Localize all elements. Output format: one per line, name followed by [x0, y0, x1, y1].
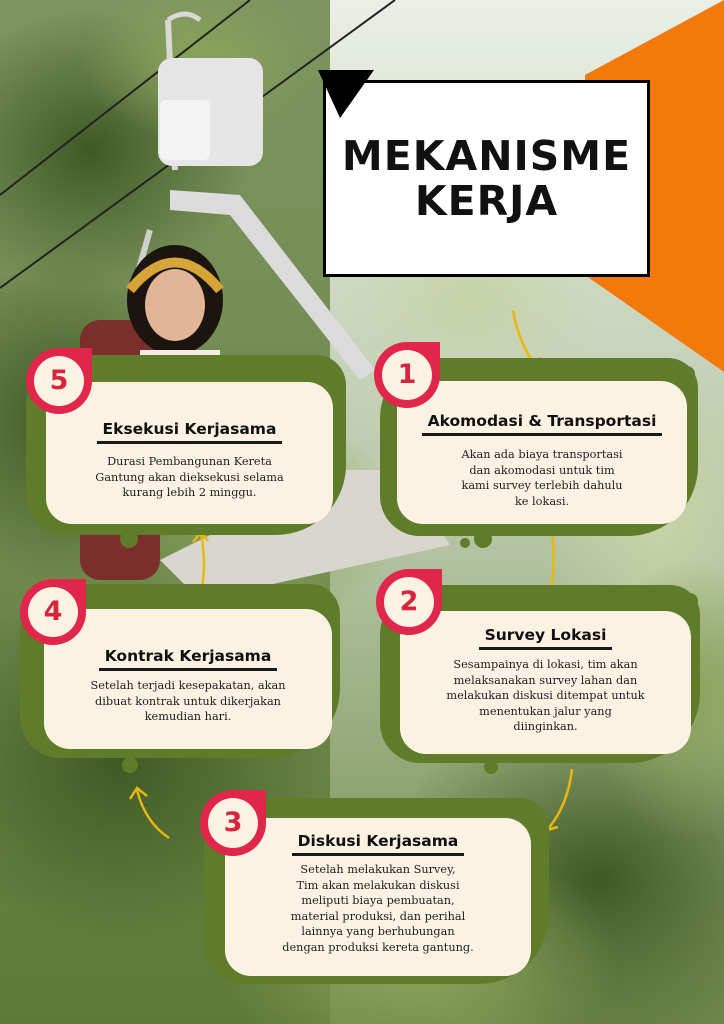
description-line: diinginkan.	[513, 720, 578, 734]
step-title: Eksekusi Kerjasama	[97, 420, 283, 444]
description-line: dibuat kontrak untuk dikerjakan	[95, 694, 281, 708]
description-line: ke lokasi.	[514, 494, 570, 508]
step-badge-4	[18, 577, 88, 647]
description-line: melakukan diskusi ditempat untuk	[446, 689, 645, 703]
description-line: Setelah melakukan Survey,	[300, 863, 456, 876]
step-description	[411, 447, 673, 509]
description-line: dan akomodasi untuk tim	[469, 463, 615, 477]
step-number: 1	[397, 359, 417, 390]
decor-dot	[460, 538, 470, 548]
step-number: 3	[223, 807, 243, 838]
description-line: kurang lebih 2 minggu.	[122, 486, 257, 500]
step-number: 4	[43, 596, 63, 627]
description-line: Durasi Pembangunan Kereta	[107, 455, 272, 468]
step-title: Akomodasi & Transportasi	[422, 412, 663, 436]
description-line: lainnya yang berhubungan	[301, 925, 455, 939]
step-badge-3	[198, 788, 268, 858]
description-line: meliputi biaya pembuatan,	[301, 894, 455, 908]
description-line: Gantung akan dieksekusi selama	[95, 470, 284, 484]
step-description	[60, 454, 319, 501]
step-title: Diskusi Kerjasama	[292, 832, 465, 856]
description-line: Sesampainya di lokasi, tim akan	[453, 658, 638, 671]
description-line: dengan produksi kereta gantung.	[282, 940, 474, 954]
step-title: Survey Lokasi	[479, 626, 613, 650]
step-badge-1	[372, 340, 442, 410]
step-description	[239, 862, 517, 956]
description-line: menentukan jalur yang	[479, 704, 612, 718]
description-line: Setelah terjadi kesepakatan, akan	[90, 679, 286, 692]
description-line: Tim akan melakukan diskusi	[296, 878, 460, 892]
page-title	[342, 134, 631, 223]
step-description	[414, 657, 677, 735]
step-description	[58, 678, 318, 725]
title-line-1: MEKANISME	[341, 132, 632, 181]
description-line: material produksi, dan perihal	[290, 909, 466, 923]
step-number: 2	[399, 586, 419, 617]
step-badge-5	[24, 346, 94, 416]
description-line: melaksanakan survey lahan dan	[453, 673, 638, 687]
description-line: kemudian hari.	[144, 710, 232, 724]
step-card-3	[225, 818, 531, 976]
step-title: Kontrak Kerjasama	[99, 647, 278, 671]
corner-triangle-icon	[318, 68, 378, 120]
description-line: kami survey terlebih dahulu	[461, 479, 623, 493]
step-number: 5	[49, 365, 69, 396]
description-line: Akan ada biaya transportasi	[461, 448, 623, 461]
decor-dot	[122, 757, 138, 773]
title-line-2: KERJA	[414, 176, 559, 225]
arrow-up-icon	[125, 782, 175, 842]
step-badge-2	[374, 567, 444, 637]
